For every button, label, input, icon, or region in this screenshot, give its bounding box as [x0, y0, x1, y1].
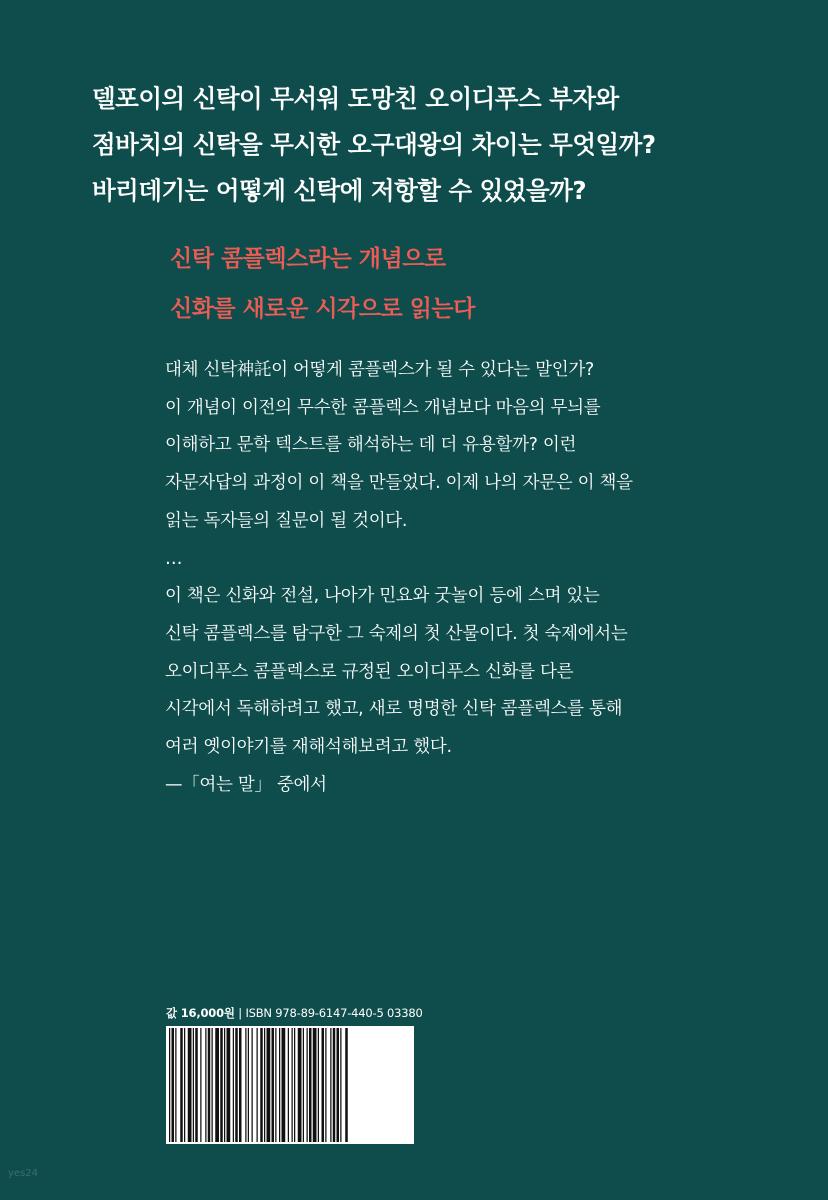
body-line: 이 책은 신화와 전설, 나아가 민요와 굿놀이 등에 스며 있는: [165, 586, 600, 607]
corner-watermark: yes24: [8, 1168, 39, 1179]
barcode-bar: [188, 1028, 192, 1142]
body-line: 대체 신탁神託이 어떻게 콤플렉스가 될 수 있다는 말인가?: [165, 360, 594, 380]
barcode-bar: [267, 1028, 271, 1142]
isbn-number: ISBN 978-89-6147-440-5 03380: [245, 1006, 423, 1020]
body-line: 시각에서 독해하려고 했고, 새로 명명한 신탁 콤플렉스를 통해: [165, 699, 623, 720]
barcode-bar: [193, 1028, 194, 1142]
barcode-bar: [248, 1028, 249, 1142]
barcode-bar: [257, 1028, 258, 1142]
barcode-bar: [227, 1028, 231, 1142]
barcode-bar: [260, 1028, 263, 1142]
excerpt-body: [165, 352, 805, 804]
barcode-bar: [325, 1028, 326, 1142]
barcode-bar: [215, 1028, 219, 1142]
barcode-graphic: [166, 1026, 414, 1144]
barcode-bar: [279, 1028, 280, 1142]
barcode-bar: [220, 1028, 223, 1142]
headline-line: 델포이의 신탁이 무서워 도망친 오이디푸스 부자와: [92, 84, 619, 113]
barcode-bar: [337, 1028, 340, 1142]
barcode-bar: [235, 1028, 238, 1142]
barcode-bar: [272, 1028, 275, 1142]
barcode-bar: [195, 1028, 198, 1142]
barcode: [166, 1026, 414, 1144]
barcode-bar: [264, 1028, 265, 1142]
barcode-bar: [288, 1028, 289, 1142]
body-line: 이해하고 문학 텍스트를 해석하는 데 더 유용할까? 이런: [165, 435, 577, 456]
barcode-bar: [184, 1028, 185, 1142]
barcode-bar: [340, 1028, 341, 1142]
barcode-bar: [252, 1028, 253, 1142]
barcode-bar: [303, 1028, 304, 1142]
barcode-bar: [233, 1028, 234, 1142]
barcode-bar: [307, 1028, 308, 1142]
price-isbn-line: [166, 1005, 423, 1021]
barcode-bar: [208, 1028, 211, 1142]
barcode-bar: [180, 1028, 183, 1142]
barcode-bar: [169, 1028, 170, 1142]
barcode-bar: [175, 1028, 176, 1142]
barcode-bar: [245, 1028, 246, 1142]
price-label: 값 16,000원: [166, 1006, 235, 1020]
barcode-bar: [294, 1028, 295, 1142]
subheadline: [170, 234, 770, 334]
excerpt-source: —「여는 말」 중에서: [165, 774, 327, 795]
body-line: 읽는 독자들의 질문이 될 것이다.: [165, 510, 408, 531]
barcode-bar: [313, 1028, 317, 1142]
body-line: 오이디푸스 콤플렉스로 규정된 오이디푸스 신화를 다른: [165, 661, 574, 682]
barcode-bar: [322, 1028, 325, 1142]
barcode-bar: [298, 1028, 302, 1142]
barcode-bar: [333, 1028, 336, 1142]
body-ellipsis: …: [165, 548, 183, 569]
body-line: 자문자답의 과정이 이 책을 만들었다. 이제 나의 자문은 이 책을: [165, 473, 633, 494]
subheadline-line: 신탁 콤플렉스라는 개념으로: [170, 246, 446, 272]
barcode-bar: [205, 1028, 206, 1142]
headline-line: 바리데기는 어떻게 신탁에 저항할 수 있었을까?: [92, 176, 587, 205]
barcode-bar: [309, 1028, 312, 1142]
barcode-bar: [200, 1028, 201, 1142]
body-line: 이 개념이 이전의 무수한 콤플렉스 개념보다 마음의 무늬를: [165, 397, 601, 418]
barcode-bar: [345, 1028, 348, 1142]
barcode-bar: [330, 1028, 331, 1142]
barcode-bar: [224, 1028, 225, 1142]
headline: [92, 76, 792, 214]
barcode-bar: [275, 1028, 276, 1142]
barcode-bar: [239, 1028, 242, 1142]
barcode-bar: [212, 1028, 213, 1142]
barcode-bar: [282, 1028, 286, 1142]
barcode-bar: [172, 1028, 175, 1142]
body-line: 여러 옛이야기를 재해석해보려고 했다.: [165, 737, 452, 758]
price-separator: |: [238, 1006, 242, 1020]
headline-line: 점바치의 신탁을 무시한 오구대왕의 차이는 무엇일까?: [92, 130, 656, 159]
body-line: 신탁 콤플렉스를 탐구한 그 숙제의 첫 산물이다. 첫 숙제에서는: [165, 623, 628, 644]
barcode-bar: [318, 1028, 319, 1142]
barcode-bar: [292, 1028, 293, 1142]
subheadline-line: 신화를 새로운 시각으로 읽는다: [170, 296, 475, 322]
